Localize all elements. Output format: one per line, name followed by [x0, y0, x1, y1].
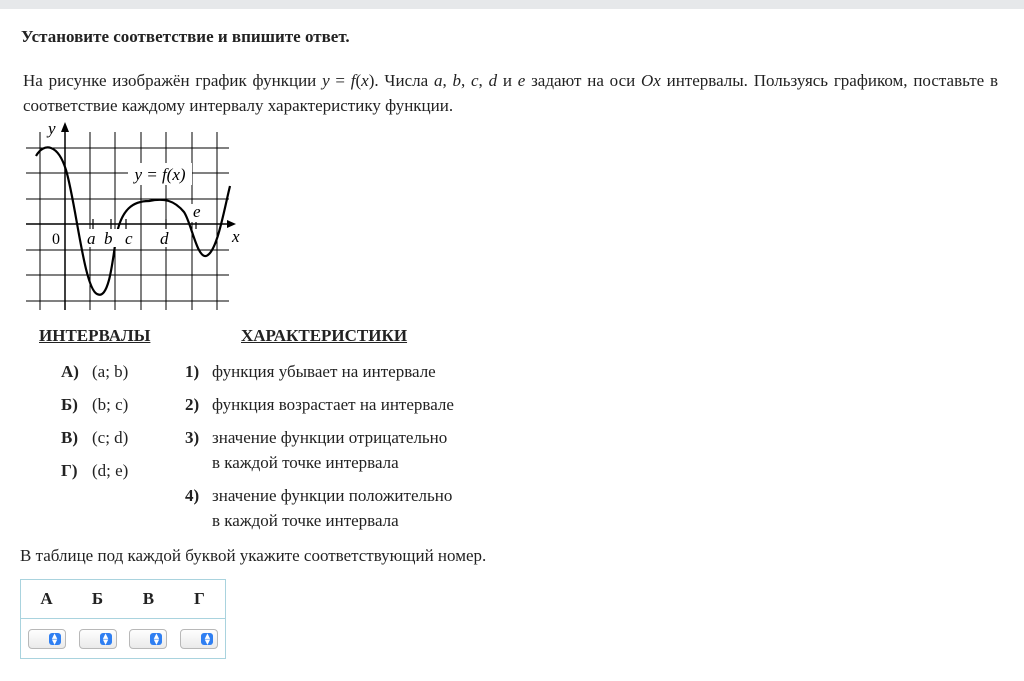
answer-header-b: Б: [72, 580, 123, 619]
answer-cell-g: [174, 619, 226, 659]
answer-cell-v: [123, 619, 174, 659]
instruction-text: В таблице под каждой буквой укажите соответствующий номер.: [20, 546, 487, 565]
intervals-header: ИНТЕРВАЛЫ: [39, 326, 151, 345]
answer-cell-b: [72, 619, 123, 659]
characteristic-row-4: 4) значение функции положительно в каждой точке интервала: [185, 486, 453, 530]
characteristic-row-1: 1) функция убывает на интервале: [185, 362, 436, 381]
origin-label: 0: [52, 231, 60, 248]
x-axis-label: x: [232, 227, 240, 246]
answer-select-g[interactable]: [180, 629, 218, 649]
point-label-d: d: [160, 229, 169, 248]
interval-row-v: В) (c; d): [61, 428, 129, 447]
y-axis-label: y: [48, 119, 56, 138]
y-axis-arrow: [61, 122, 69, 132]
answer-header-a: А: [21, 580, 73, 619]
answer-header-v: В: [123, 580, 174, 619]
point-label-b: b: [104, 229, 113, 248]
task-text: На рисунке изображён график функции y = f(x). Числа a, b, c, d и e задают на оси Ox интервалы. Пользуясь графиком, поставьте в соответствие каждому интервалу характеристику функции.: [23, 71, 998, 115]
answer-cell-a: [21, 619, 73, 659]
select-arrows-icon: ▲ ▼: [150, 633, 162, 645]
answer-header-g: Г: [174, 580, 226, 619]
function-graph: [24, 118, 254, 316]
select-arrows-icon: ▲ ▼: [201, 633, 213, 645]
task-heading: Установите соответствие и впишите ответ.: [21, 27, 350, 46]
answer-select-v[interactable]: [129, 629, 167, 649]
curve-label: y = f(x): [134, 165, 186, 184]
characteristics-header: ХАРАКТЕРИСТИКИ: [241, 326, 408, 345]
interval-row-g: Г) (d; e): [61, 461, 129, 480]
point-label-c: c: [125, 229, 133, 248]
answer-table: [20, 579, 226, 659]
interval-row-b: Б) (b; c): [61, 395, 129, 414]
point-label-e: e: [193, 202, 201, 221]
point-label-a: a: [87, 229, 96, 248]
select-arrows-icon: ▲ ▼: [100, 633, 112, 645]
characteristic-row-2: 2) функция возрастает на интервале: [185, 395, 454, 414]
interval-row-a: А) (a; b): [61, 362, 129, 381]
answer-select-b[interactable]: [79, 629, 117, 649]
top-bar: [0, 0, 1024, 9]
answer-select-a[interactable]: [28, 629, 66, 649]
characteristic-row-3: 3) значение функции отрицательно в каждой точке интервала: [185, 428, 448, 472]
select-arrows-icon: ▲ ▼: [49, 633, 61, 645]
